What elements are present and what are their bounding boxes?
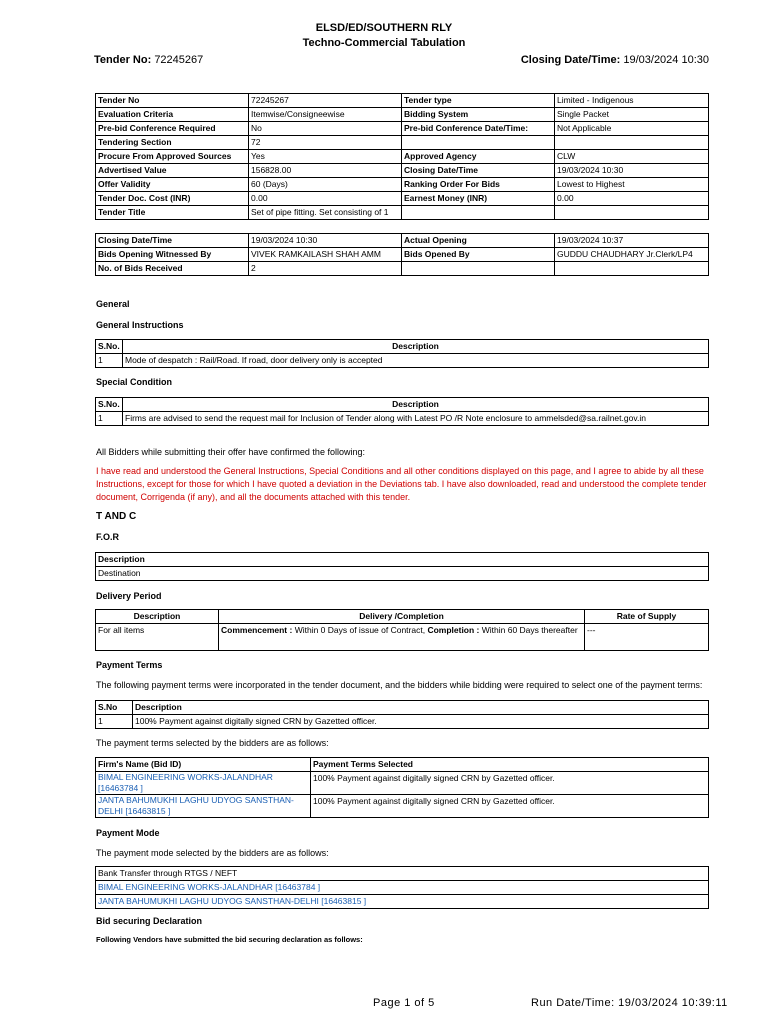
field-value: 19/03/2024 10:30 — [555, 164, 709, 178]
payment-mode-heading: Payment Mode — [96, 828, 160, 838]
commencement-text: Within 0 Days of issue of Contract, — [292, 625, 428, 635]
table-row — [96, 234, 709, 248]
closing-value: 19/03/2024 10:30 — [623, 54, 709, 66]
col-delivery-completion: Delivery /Completion — [219, 610, 585, 624]
field-value: No — [249, 122, 402, 136]
field-value: Single Packet — [555, 108, 709, 122]
field-value: 72 — [249, 136, 402, 150]
table-row — [96, 772, 709, 795]
field-label: Tender Title — [96, 206, 249, 220]
field-value: 60 (Days) — [249, 178, 402, 192]
col-sno: S.No. — [96, 398, 123, 412]
field-value: VIVEK RAMKAILASH SHAH AMM — [249, 248, 402, 262]
table-row — [96, 164, 709, 178]
field-label: Pre-bid Conference Date/Time: — [402, 122, 555, 136]
col-description: Description — [96, 553, 709, 567]
row-sno: 1 — [96, 715, 133, 729]
payment-mode-table — [95, 866, 709, 909]
delivery-period-table — [95, 609, 709, 651]
field-value: 156828.00 — [249, 164, 402, 178]
tender-no-line — [94, 54, 203, 66]
field-value — [555, 206, 709, 220]
for-heading: F.O.R — [96, 532, 120, 542]
bid-securing-heading: Bid securing Declaration — [96, 916, 203, 926]
tender-no-value: 72245267 — [154, 54, 204, 66]
general-heading: General — [96, 299, 130, 309]
special-condition-heading: Special Condition — [96, 377, 173, 387]
field-label: Bids Opened By — [402, 248, 555, 262]
table-row — [96, 94, 709, 108]
field-label: Offer Validity — [96, 178, 249, 192]
field-value: Limited - Indigenous — [555, 94, 709, 108]
field-label: Earnest Money (INR) — [402, 192, 555, 206]
field-label: Bidding System — [402, 108, 555, 122]
table-row — [96, 567, 709, 581]
field-label: Closing Date/Time — [402, 164, 555, 178]
page-title: Techno-Commercial Tabulation — [302, 37, 466, 49]
field-value: Set of pipe fitting. Set consisting of 1 — [249, 206, 402, 220]
payment-selected-intro: The payment terms selected by the bidders are as follows: — [96, 738, 329, 748]
field-label: Evaluation Criteria — [96, 108, 249, 122]
completion-text: Within 60 Days thereafter — [479, 625, 578, 635]
col-sno: S.No. — [96, 340, 123, 354]
general-instructions-table — [95, 339, 709, 368]
field-label — [402, 262, 555, 276]
field-label: Bids Opening Witnessed By — [96, 248, 249, 262]
page-number: Page 1 of 5 — [373, 997, 435, 1009]
row-text: 100% Payment against digitally signed CRN by Gazetted officer. — [133, 715, 709, 729]
payment-terms-intro: The following payment terms were incorporated in the tender document, and the bidders while bidding were required to select one of the payment terms: — [96, 680, 703, 690]
firm-link[interactable]: JANTA BAHUMUKHI LAGHU UDYOG SANSTHAN-DELHI [16463815 ] — [96, 795, 311, 818]
field-label — [402, 136, 555, 150]
col-description: Description — [96, 610, 219, 624]
payment-term-selected: 100% Payment against digitally signed CRN by Gazetted officer. — [311, 795, 709, 818]
field-value: Itemwise/Consigneewise — [249, 108, 402, 122]
table-row — [96, 206, 709, 220]
payment-terms-table — [95, 700, 709, 729]
completion-label: Completion : — [427, 625, 480, 635]
field-value — [555, 136, 709, 150]
field-value: 72245267 — [249, 94, 402, 108]
rate-of-supply: --- — [585, 624, 709, 651]
field-label: Procure From Approved Sources — [96, 150, 249, 164]
field-value: 19/03/2024 10:37 — [555, 234, 709, 248]
commencement-label: Commencement : — [221, 625, 293, 635]
field-value: Not Applicable — [555, 122, 709, 136]
field-value — [555, 262, 709, 276]
table-row — [96, 867, 709, 881]
row-text: Firms are advised to send the request mail for Inclusion of Tender along with Latest PO /R Note enclosure to ammelsded@sa.railnet.gov.in — [123, 412, 709, 426]
col-sno: S.No — [96, 701, 133, 715]
field-label: Advertised Value — [96, 164, 249, 178]
col-description: Description — [123, 398, 709, 412]
field-value: 19/03/2024 10:30 — [249, 234, 402, 248]
field-label: Tender No — [96, 94, 249, 108]
bid-securing-intro: Following Vendors have submitted the bid securing declaration as follows: — [96, 935, 363, 944]
table-row — [96, 881, 709, 895]
field-value: GUDDU CHAUDHARY Jr.Clerk/LP4 — [555, 248, 709, 262]
field-value: Yes — [249, 150, 402, 164]
table-row — [96, 624, 709, 651]
confirm-statement: I have read and understood the General Instructions, Special Conditions and all other conditions displayed on this page, and I agree to abide by all these Instructions, except for those for which I have quoted a deviation in the Deviations tab. I have also downloaded, read and understood the complete tender document, Corrigenda (if any), and all the documents attached with this tender. — [96, 466, 707, 502]
table-row — [96, 895, 709, 909]
field-label: Actual Opening — [402, 234, 555, 248]
field-value: 0.00 — [555, 192, 709, 206]
row-text: Mode of despatch : Rail/Road. If road, door delivery only is accepted — [123, 354, 709, 368]
delivery-description: For all items — [96, 624, 219, 651]
field-value: 2 — [249, 262, 402, 276]
col-description: Description — [123, 340, 709, 354]
col-firm-name: Firm's Name (Bid ID) — [96, 758, 311, 772]
col-payment-terms-selected: Payment Terms Selected — [311, 758, 709, 772]
field-label: Approved Agency — [402, 150, 555, 164]
field-value: CLW — [555, 150, 709, 164]
table-row — [96, 795, 709, 818]
special-condition-table — [95, 397, 709, 426]
delivery-period-heading: Delivery Period — [96, 591, 162, 601]
field-label: Pre-bid Conference Required — [96, 122, 249, 136]
firm-link[interactable]: BIMAL ENGINEERING WORKS-JALANDHAR [16463784 ] — [96, 772, 311, 795]
table-row — [96, 108, 709, 122]
closing-label: Closing Date/Time: — [520, 54, 621, 66]
col-rate-of-supply: Rate of Supply — [585, 610, 709, 624]
table-row — [96, 715, 709, 729]
table-row — [96, 412, 709, 426]
tender-no-label: Tender No: — [94, 54, 152, 66]
col-description: Description — [133, 701, 709, 715]
general-instructions-heading: General Instructions — [96, 320, 184, 330]
field-value: Lowest to Highest — [555, 178, 709, 192]
table-row — [96, 122, 709, 136]
field-label: Closing Date/Time — [96, 234, 249, 248]
firm-link[interactable]: JANTA BAHUMUKHI LAGHU UDYOG SANSTHAN-DELHI [16463815 ] — [96, 895, 709, 909]
table-row — [96, 262, 709, 276]
payment-selected-table — [95, 757, 709, 818]
confirm-intro: All Bidders while submitting their offer have confirmed the following: — [96, 447, 365, 457]
tender-summary-table — [95, 93, 709, 220]
field-label: Ranking Order For Bids — [402, 178, 555, 192]
field-label: Tendering Section — [96, 136, 249, 150]
payment-mode-value: Bank Transfer through RTGS / NEFT — [96, 867, 709, 881]
field-label: Tender type — [402, 94, 555, 108]
for-value: Destination — [96, 567, 709, 581]
for-table — [95, 552, 709, 581]
field-label: No. of Bids Received — [96, 262, 249, 276]
payment-term-selected: 100% Payment against digitally signed CRN by Gazetted officer. — [311, 772, 709, 795]
table-row — [96, 354, 709, 368]
closing-line — [521, 54, 709, 66]
run-datetime: Run Date/Time: 19/03/2024 10:39:11 — [531, 997, 728, 1009]
field-value: 0.00 — [249, 192, 402, 206]
payment-terms-heading: Payment Terms — [96, 660, 163, 670]
table-row — [96, 136, 709, 150]
firm-link[interactable]: BIMAL ENGINEERING WORKS-JALANDHAR [16463784 ] — [96, 881, 709, 895]
table-row — [96, 178, 709, 192]
bid-opening-table — [95, 233, 709, 276]
row-sno: 1 — [96, 354, 123, 368]
delivery-completion — [219, 624, 585, 651]
payment-mode-intro: The payment mode selected by the bidders are as follows: — [96, 848, 329, 858]
table-row — [96, 150, 709, 164]
table-row — [96, 248, 709, 262]
field-label — [402, 206, 555, 220]
org-title: ELSD/ED/SOUTHERN RLY — [315, 22, 453, 34]
table-row — [96, 192, 709, 206]
tandc-heading: T AND C — [96, 511, 137, 522]
row-sno: 1 — [96, 412, 123, 426]
field-label: Tender Doc. Cost (INR) — [96, 192, 249, 206]
